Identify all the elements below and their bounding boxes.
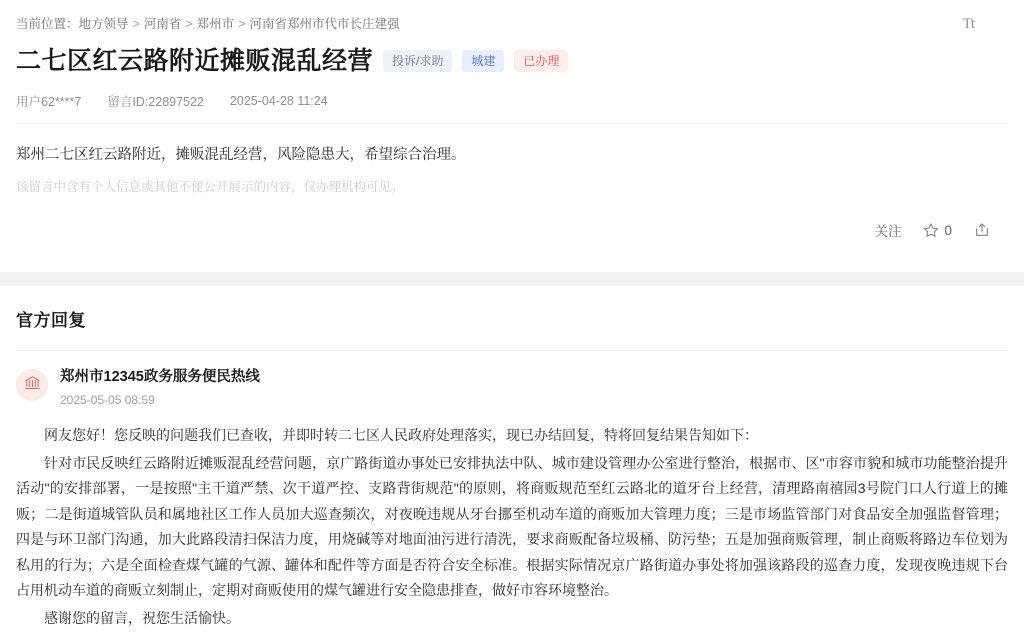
reply-body — [16, 423, 1008, 631]
reply-divider — [16, 350, 1008, 351]
avatar — [16, 369, 48, 401]
status-badge-type: 投诉/求助 — [383, 50, 452, 72]
post-actions — [16, 220, 1008, 254]
post-message-id: 留言ID:22897522 — [107, 95, 204, 109]
title-row — [16, 44, 1008, 78]
star-button[interactable] — [923, 222, 952, 238]
reply-paragraph: 网友您好！您反映的问题我们已查收，并即时转二七区人民政府处理落实，现已办结回复，特将回复结果告知如下： — [44, 427, 758, 443]
post-user: 用户62****7 — [16, 95, 82, 109]
post-content: 郑州二七区红云路附近，摊贩混乱经营，风险隐患大，希望综合治理。 — [16, 147, 466, 163]
card-gap — [0, 272, 1024, 286]
breadcrumb-separator: > — [132, 17, 140, 31]
replier-date: 2025-05-05 08:59 — [60, 393, 155, 407]
share-button[interactable] — [974, 222, 990, 238]
replier-name: 郑州市12345政务服务便民热线 — [60, 369, 260, 385]
replier-info — [60, 367, 260, 409]
breadcrumb-item-2[interactable]: 郑州市 — [196, 17, 235, 31]
breadcrumb-row — [16, 10, 1008, 34]
breadcrumb-item-3[interactable]: 河南省郑州市代市长庄建强 — [249, 17, 400, 31]
reply-section-title: 官方回复 — [16, 311, 86, 330]
government-building-icon — [24, 374, 41, 396]
star-icon — [923, 222, 939, 238]
star-count: 0 — [944, 222, 952, 238]
post-datetime: 2025-04-28 11:24 — [229, 94, 328, 108]
follow-label: 关注 — [874, 224, 902, 239]
font-size-toggle-icon[interactable]: Tt — [962, 16, 974, 32]
breadcrumb-label: 当前位置： — [16, 17, 79, 31]
status-badge-state: 已办理 — [514, 50, 568, 72]
post-meta — [16, 92, 1008, 110]
share-icon — [974, 222, 990, 238]
breadcrumb-item-0[interactable]: 地方领导 — [78, 17, 129, 31]
breadcrumb-separator: > — [238, 17, 246, 31]
post-privacy-note: 该留言中含有个人信息或其他不便公开展示的内容，仅办理机构可见。 — [16, 180, 404, 194]
page-title: 二七区红云路附近摊贩混乱经营 — [16, 47, 374, 75]
divider — [16, 123, 1008, 124]
reply-paragraph: 针对市民反映红云路附近摊贩混乱经营问题，京广路街道办事处已安排执法中队、城市建设管理办公室进行整治，根据市、区"市容市貌和城市功能整治提升活动"的安排部署，一是按照"主干道严禁、次干道严控、支路背街规范"的原则，将商贩规范至红云路北的道牙台上经营，清理路南禧园3号院门口人行道上的摊贩；二是街道城管队员和属地社区工作人员加大巡查频次，对夜晚违规从牙台挪至机动车道的商贩加大管理力度；三是市场监管部门对食品安全加强监督管理；四是与环卫部门沟通，加大此路段清扫保洁力度，用烧碱等对地面油污进行清洗，要求商贩配备垃圾桶、防污垫；五是加强商贩管理，制止商贩将路边车位划为私用的行为；六是全面检查煤气罐的气源、罐体和配件等方面是否符合安全标准。根据实际情况京广路街道办事处将加强该路段的巡查力度，发现夜晚违规下台占用机动车道的商贩立刻制止，定期对商贩使用的煤气罐进行安全隐患排查，做好市容环境整治。 — [16, 454, 1008, 598]
breadcrumb-item-1[interactable]: 河南省 — [143, 17, 182, 31]
replier-row — [16, 367, 1008, 409]
breadcrumb — [16, 14, 400, 34]
breadcrumb-separator: > — [185, 17, 193, 31]
post-card — [0, 0, 1024, 272]
status-badge-category: 城建 — [462, 50, 504, 72]
follow-button[interactable] — [874, 220, 901, 240]
reply-paragraph: 感谢您的留言，祝您生活愉快。 — [44, 609, 240, 626]
